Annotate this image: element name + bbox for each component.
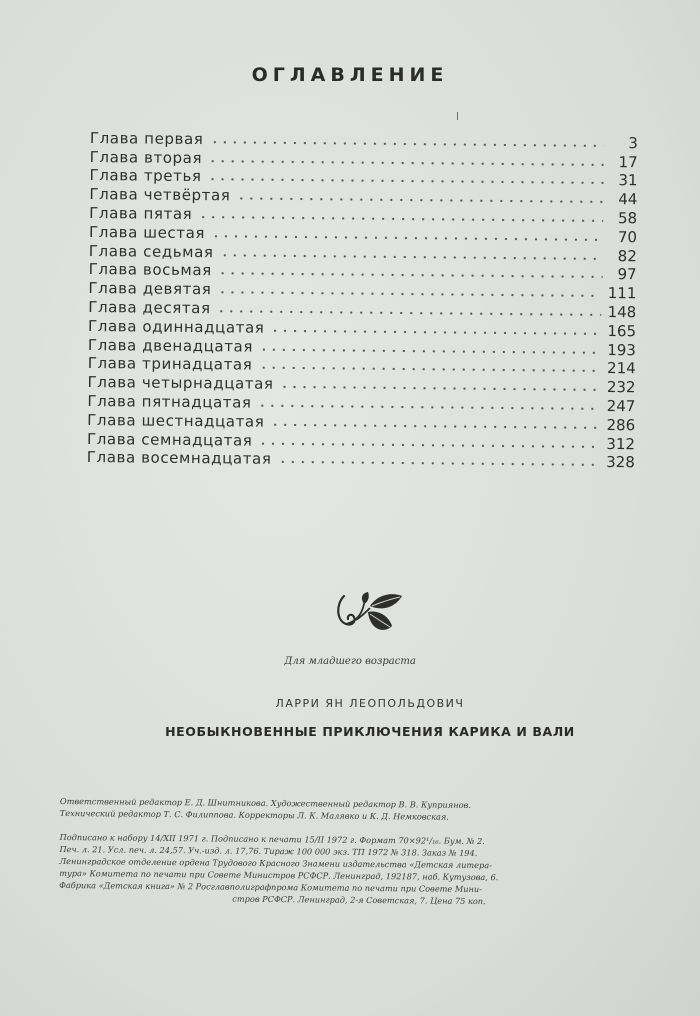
- print-mark: [457, 112, 458, 120]
- toc-entry-page: 3: [628, 133, 638, 153]
- toc-entry-page: 17: [618, 152, 638, 171]
- toc-entry-label: Глава пятнадцатая: [87, 391, 252, 412]
- toc-leader-dots: [208, 159, 604, 167]
- imprint-line: Технический редактор Т. С. Филиппова. Корректоры Л. К. Малявко и К. Д. Немковская.: [59, 807, 449, 822]
- toc-entry-page: 97: [617, 265, 637, 284]
- toc-entry-label: Глава двенадцатая: [87, 335, 254, 356]
- toc-entry-label: Глава восемнадцатая: [86, 448, 272, 469]
- author-name: ЛАРРИ ЯН ЛЕОПОЛЬДОВИЧ: [275, 697, 465, 710]
- toc-entry-page: 193: [607, 340, 636, 359]
- toc-entry-label: Глава девятая: [88, 279, 212, 299]
- toc-leader-dots: [218, 272, 603, 280]
- toc-entry-label: Глава третья: [89, 166, 202, 186]
- toc-entry-page: 232: [606, 378, 636, 397]
- toc-entry-page: 148: [607, 302, 637, 322]
- imprint-line: Печ. л. 21. Усл. печ. л. 24,57. Уч.-изд. л. 17,76. Тираж 100 000 экз. ТП 1972 № 318. Заказ № 194.: [59, 843, 478, 859]
- toc-entry-label: Глава пятая: [89, 203, 193, 223]
- toc-entry-label: Глава восьмая: [88, 260, 212, 280]
- toc-leader-dots: [258, 366, 601, 373]
- toc-entry-page: 165: [607, 321, 637, 341]
- toc-leader-dots: [208, 178, 604, 186]
- toc-entry-page: 214: [606, 359, 636, 378]
- toc-entry-label: Глава вторая: [89, 147, 203, 167]
- toc-leader-dots: [270, 329, 601, 336]
- toc-entry-page: 286: [606, 415, 636, 434]
- imprint-editors: [60, 795, 660, 825]
- toc-entry-label: Глава шестая: [88, 222, 206, 242]
- toc-entry-label: Глава шестнадцатая: [87, 410, 265, 431]
- imprint-line: Подписано к набору 14/XII 1971 г. Подписано к печати 15/II 1972 г. Формат 70×92¹/₁₆. Бум. № 2.: [59, 831, 485, 847]
- toc-leader-dots: [211, 234, 603, 242]
- toc-leader-dots: [236, 197, 603, 205]
- toc-entry-label: Глава десятая: [88, 297, 211, 318]
- book-title: НЕОБЫКНОВЕННЫЕ ПРИКЛЮЧЕНИЯ КАРИКА И ВАЛИ: [165, 724, 575, 739]
- toc-title: ОГЛАВЛЕНИЕ: [251, 64, 449, 86]
- toc-entry-page: 31: [618, 171, 638, 190]
- toc-leader-dots: [217, 290, 601, 298]
- toc-entry-label: Глава семнадцатая: [86, 429, 253, 450]
- toc-leader-dots: [270, 422, 600, 429]
- table-of-contents: [87, 128, 638, 472]
- toc-entry-page: 44: [618, 190, 638, 209]
- imprint: [59, 795, 660, 921]
- toc-entry-label: Глава первая: [89, 128, 204, 148]
- toc-entry-label: Глава четвёртая: [89, 185, 231, 205]
- toc-leader-dots: [217, 309, 602, 317]
- toc-leader-dots: [277, 460, 600, 467]
- toc-entry-page: 328: [606, 453, 635, 472]
- toc-leader-dots: [258, 404, 601, 411]
- toc-leader-dots: [258, 441, 600, 448]
- imprint-line: стров РСФСР. Ленинград, 2-я Советская, 7. Цена 75 коп.: [232, 893, 486, 907]
- imprint-line: Фабрика «Детская книга» № 2 Росглавполиграфпрома Комитета по печати при Совете Мини-: [59, 879, 483, 895]
- toc-entry-page: 111: [607, 284, 637, 303]
- toc-leader-dots: [198, 215, 603, 223]
- toc-entry-page: 58: [617, 209, 638, 228]
- toc-leader-dots: [220, 253, 603, 261]
- toc-entry-label: Глава тринадцатая: [87, 354, 253, 374]
- imprint-line: Ответственный редактор Е. Д. Шнитникова. Художественный редактор В. В. Куприянов.: [59, 795, 472, 810]
- leaf-sprig-ornament-icon: [330, 590, 410, 636]
- toc-entry-page: 247: [606, 396, 636, 416]
- age-note: Для младшего возраста: [284, 656, 416, 667]
- toc-entry: [87, 448, 635, 472]
- toc-entry-label: Глава седьмая: [88, 241, 214, 261]
- toc-entry-page: 82: [617, 246, 637, 265]
- toc-entry-label: Глава четырнадцатая: [87, 373, 274, 393]
- toc-leader-dots: [209, 140, 603, 148]
- imprint-line: тура» Комитета по печати при Совете Министров РСФСР. Ленинград, 192187, наб. Кутузова, 6.: [59, 867, 499, 883]
- imprint-publishing: [59, 831, 660, 909]
- toc-entry-page: 312: [606, 434, 636, 453]
- toc-leader-dots: [259, 347, 601, 354]
- toc-leader-dots: [280, 385, 601, 392]
- toc-entry-label: Глава одиннадцатая: [88, 316, 265, 337]
- imprint-line: Ленинградское отделение ордена Трудового Красного Знамени издательства «Детская литера-: [59, 855, 493, 871]
- toc-entry-page: 70: [617, 227, 638, 247]
